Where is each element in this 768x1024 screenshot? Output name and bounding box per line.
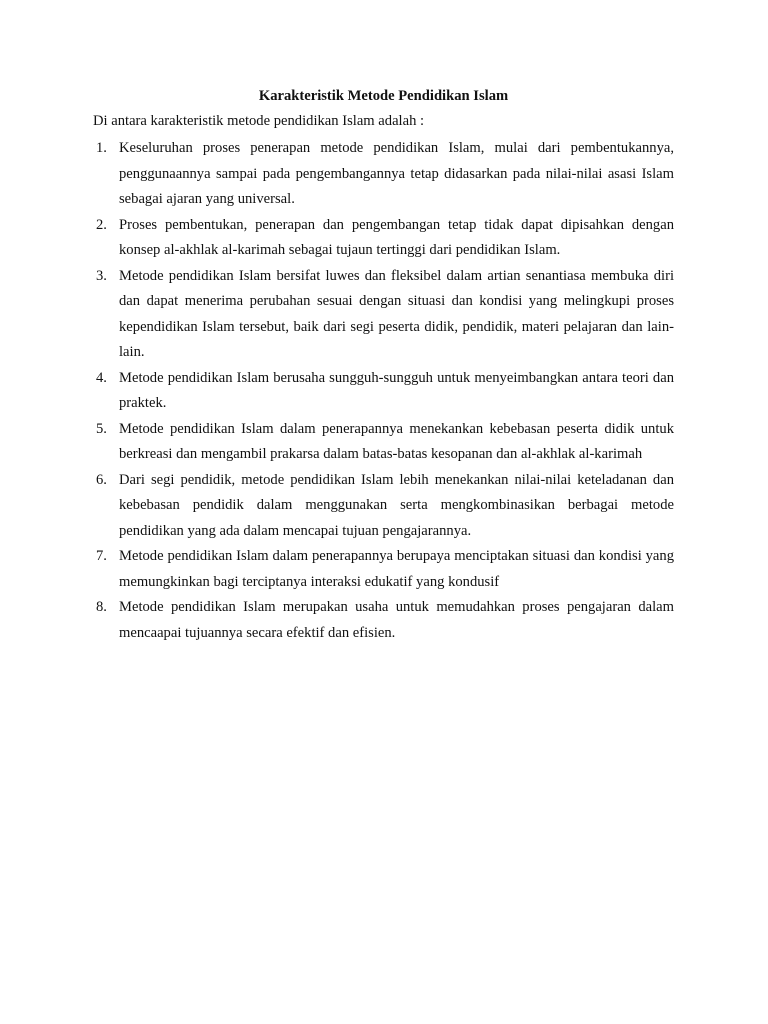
list-item-number: 6.	[96, 471, 107, 488]
list-item-number: 3.	[96, 267, 107, 284]
list-item-text: Metode pendidikan Islam merupakan usaha untuk memudahkan proses pengajaran dalam mencaapai tujuannya secara efektif dan efisien.	[119, 599, 674, 641]
list-item	[93, 417, 674, 468]
list-item	[93, 366, 674, 417]
list-item-text: Metode pendidikan Islam dalam penerapannya menekankan kebebasan peserta didik untuk berkreasi dan mengambil prakarsa dalam batas-batas kesopanan dan al-akhlak al-karimah	[119, 420, 674, 462]
list-item	[93, 264, 674, 366]
list-item	[93, 136, 674, 213]
list-item-number: 7.	[96, 548, 107, 564]
list-item-number: 5.	[96, 420, 107, 437]
characteristics-list	[93, 136, 674, 646]
list-item-text: Metode pendidikan Islam berusaha sungguh-sungguh untuk menyeimbangkan antara teori dan praktek.	[119, 369, 674, 411]
list-item-text: Keseluruhan proses penerapan metode pendidikan Islam, mulai dari pembentukannya, penggunaannya sampai pada pengembangannya tetap didasarkan pada nilai-nilai asasi Islam sebagai ajaran yang universal.	[119, 140, 674, 207]
list-item-text: Metode pendidikan Islam dalam penerapannya berupaya menciptakan situasi dan kondisi yang memungkinkan bagi terciptanya interaksi edukatif yang kondusif	[119, 548, 674, 590]
list-item-number: 1.	[96, 140, 107, 156]
document-title: Karakteristik Metode Pendidikan Islam	[258, 88, 509, 104]
list-item	[93, 468, 674, 545]
list-item-number: 2.	[96, 216, 107, 233]
list-item-number: 4.	[96, 369, 107, 386]
list-item-text: Dari segi pendidik, metode pendidikan Islam lebih menekankan nilai-nilai keteladanan dan kebebasan pendidik dalam menggunakan serta mengkombinasikan berbagai metode pendidikan yang ada dalam mencapai tujuan pengajarannya.	[119, 471, 674, 539]
list-item-number: 8.	[96, 599, 107, 615]
intro-paragraph: Di antara karakteristik metode pendidikan Islam adalah :	[93, 113, 425, 129]
list-item	[93, 544, 674, 595]
list-item	[93, 213, 674, 264]
list-item-text: Metode pendidikan Islam bersifat luwes dan fleksibel dalam artian senantiasa membuka diri dan dapat menerima perubahan sesuai dengan situasi dan kondisi yang melingkupi proses kependidikan Islam tersebut, baik dari segi peserta didik, pendidik, materi pelajaran dan lain-lain.	[119, 267, 674, 360]
list-item	[93, 595, 674, 646]
list-item-text: Proses pembentukan, penerapan dan pengembangan tetap tidak dapat dipisahkan dengan konsep al-akhlak al-karimah sebagai tujaun tertinggi dari pendidikan Islam.	[119, 216, 674, 258]
